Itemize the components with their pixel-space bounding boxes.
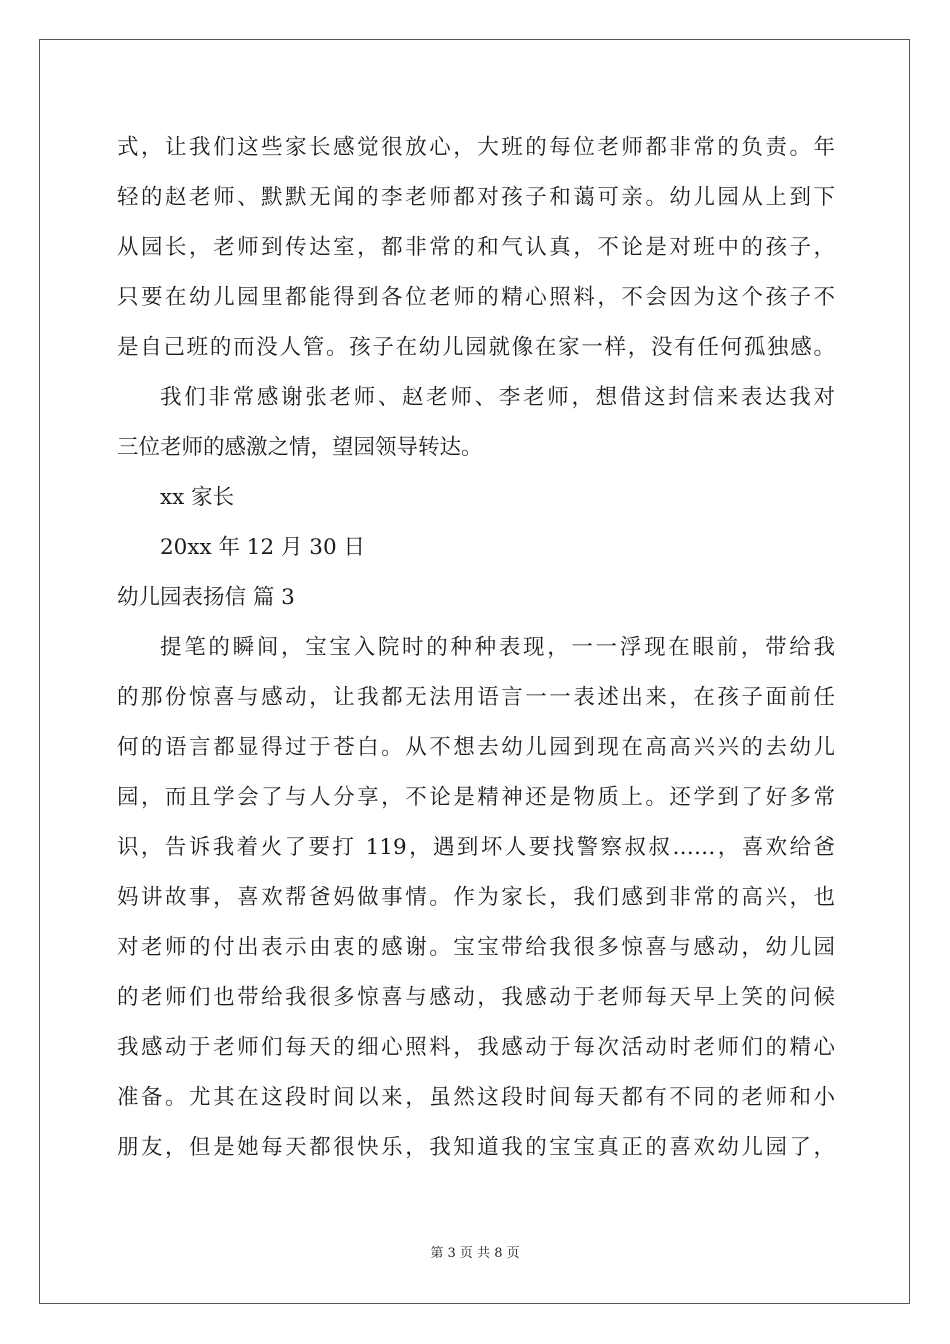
text-line: 提笔的瞬间，宝宝入院时的种种表现，一一浮现在眼前，带给我 (160, 635, 835, 660)
signature-name: xx 家长 (160, 485, 235, 510)
text-line: 准备。尤其在这段时间以来，虽然这段时间每天都有不同的老师和小 (117, 1085, 835, 1110)
text-line: 三位老师的感激之情，望园领导转达。 (117, 435, 483, 460)
text-line: 轻的赵老师、默默无闻的李老师都对孩子和蔼可亲。幼儿园从上到下 (117, 185, 835, 210)
text-line: 妈讲故事，喜欢帮爸妈做事情。作为家长，我们感到非常的高兴，也 (117, 885, 835, 910)
text-line: 识，告诉我着火了要打 119，遇到坏人要找警察叔叔……，喜欢给爸 (117, 835, 835, 860)
text-line: 从园长，老师到传达室，都非常的和气认真，不论是对班中的孩子， (117, 235, 835, 260)
text-line: 对老师的付出表示由衷的感谢。宝宝带给我很多惊喜与感动，幼儿园 (117, 935, 835, 960)
text-line: 的老师们也带给我很多惊喜与感动，我感动于老师每天早上笑的问候 (117, 985, 835, 1010)
text-line: 式，让我们这些家长感觉很放心，大班的每位老师都非常的负责。年 (117, 135, 835, 160)
text-line: 我感动于老师们每天的细心照料，我感动于每次活动时老师们的精心 (117, 1035, 835, 1060)
text-line: 园，而且学会了与人分享，不论是精神还是物质上。还学到了好多常 (117, 785, 835, 810)
text-line: 朋友，但是她每天都很快乐，我知道我的宝宝真正的喜欢幼儿园了， (117, 1135, 835, 1160)
signature-date: 20xx 年 12 月 30 日 (160, 535, 365, 560)
page-number: 第 3 页 共 8 页 (430, 1246, 520, 1261)
document-body (117, 123, 835, 1173)
text-line: 的那份惊喜与感动，让我都无法用语言一一表述出来，在孩子面前任 (117, 685, 835, 710)
text-line: 何的语言都显得过于苍白。从不想去幼儿园到现在高高兴兴的去幼儿 (117, 735, 835, 760)
text-line: 只要在幼儿园里都能得到各位老师的精心照料，不会因为这个孩子不 (117, 285, 835, 310)
text-line: 是自己班的而没人管。孩子在幼儿园就像在家一样，没有任何孤独感。 (117, 335, 835, 360)
text-line: 我们非常感谢张老师、赵老师、李老师，想借这封信来表达我对 (160, 385, 835, 410)
section-heading: 幼儿园表扬信 篇 3 (117, 585, 295, 610)
